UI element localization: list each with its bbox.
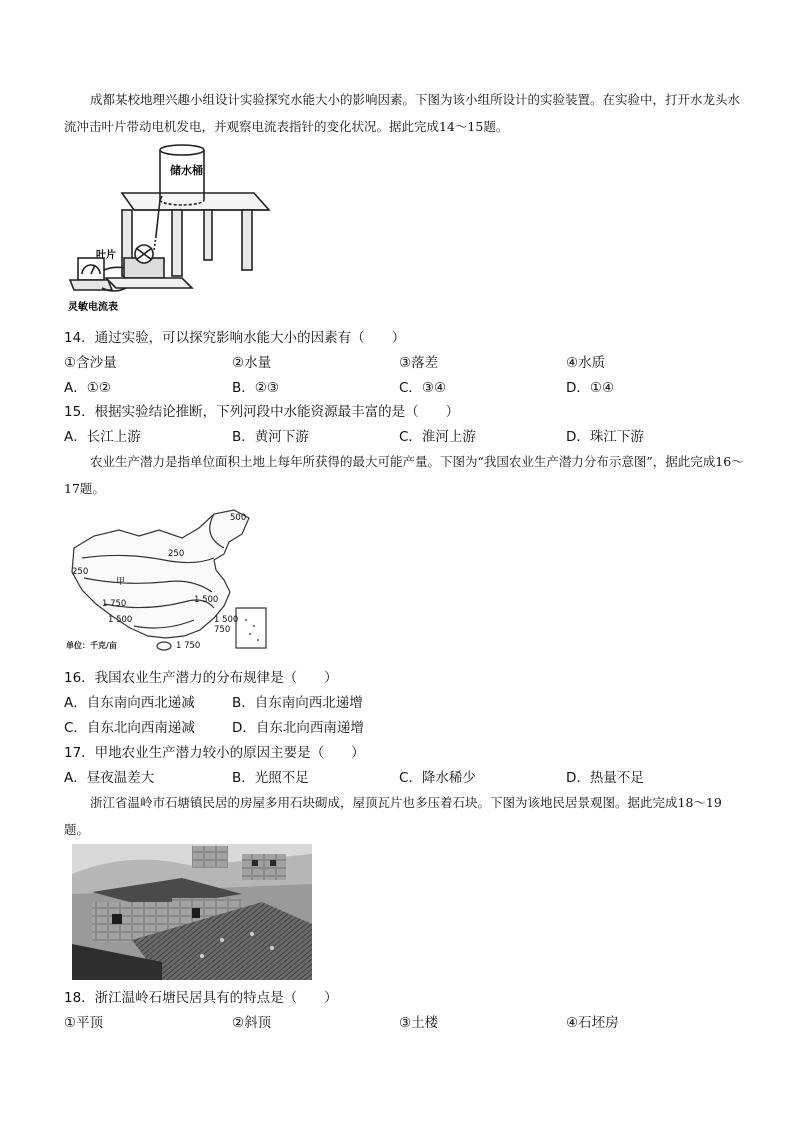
- contour-label-9: 1 750: [176, 641, 201, 651]
- contour-label-2: 250: [168, 549, 185, 559]
- contour-label-5: 1 500: [214, 615, 239, 625]
- q18-item-3: ③土楼: [399, 1015, 439, 1031]
- china-agri-potential-map: [64, 508, 274, 654]
- contour-label-1: 500: [230, 513, 247, 523]
- q17-choice-b[interactable]: B．光照不足: [232, 770, 309, 786]
- ammeter-label: 灵敏电流表: [68, 302, 118, 313]
- q18-item-2: ②斜顶: [232, 1015, 272, 1031]
- q16-choice-d[interactable]: D．自东北向西南递增: [232, 720, 364, 736]
- q14-choice-c[interactable]: C．③④: [399, 380, 447, 396]
- question-15-stem: 15．根据实验结论推断，下列河段中水能资源最丰富的是（ ）: [64, 404, 460, 420]
- q15-choice-c[interactable]: C．淮河上游: [399, 429, 476, 445]
- question-18-stem: 18．浙江温岭石塘民居具有的特点是（ ）: [64, 990, 338, 1006]
- blade-label: 叶片: [96, 250, 116, 261]
- q15-choice-a[interactable]: A．长江上游: [64, 429, 141, 445]
- intro-paragraph-3: 浙江省温岭市石塘镇民居的房屋多用石块砌成，屋顶瓦片也多压着石块。下图为该地民居景观图。据此完成18～19题。: [64, 795, 722, 837]
- map-unit-label: 单位：千克/亩: [66, 641, 117, 650]
- q17-choice-c[interactable]: C．降水稀少: [399, 770, 476, 786]
- q16-choice-a[interactable]: A．自东南向西北递减: [64, 695, 195, 711]
- q14-item-1: ①含沙量: [64, 355, 117, 371]
- q14-item-4: ④水质: [566, 355, 606, 371]
- q14-choice-d[interactable]: D．①④: [566, 380, 615, 396]
- q14-item-3: ③落差: [399, 355, 439, 371]
- region-jia-label: 甲: [116, 577, 126, 587]
- tank-label: 储水桶: [170, 164, 203, 177]
- contour-label-7: 1 500: [108, 615, 133, 625]
- q15-choice-b[interactable]: B．黄河下游: [232, 429, 309, 445]
- q14-choice-a[interactable]: A．①②: [64, 380, 111, 396]
- q18-item-4: ④石坯房: [566, 1015, 619, 1031]
- q14-choice-b[interactable]: B．②③: [232, 380, 279, 396]
- q17-choice-a[interactable]: A．昼夜温差大: [64, 770, 155, 786]
- experiment-apparatus-figure: [64, 138, 274, 318]
- question-16-stem: 16．我国农业生产潜力的分布规律是（ ）: [64, 670, 338, 686]
- question-14-stem: 14．通过实验，可以探究影响水能大小的因素有（ ）: [64, 330, 406, 346]
- contour-label-4: 1 500: [194, 595, 219, 605]
- contour-label-8: 1 750: [102, 599, 127, 609]
- q16-choice-b[interactable]: B．自东南向西北递增: [232, 695, 363, 711]
- q14-item-2: ②水量: [232, 355, 272, 371]
- intro-paragraph-2: 农业生产潜力是指单位面积土地上每年所获得的最大可能产量。下图为“我国农业生产潜力分布示意图”，据此完成16～17题。: [64, 454, 744, 496]
- question-17-stem: 17．甲地农业生产潜力较小的原因主要是（ ）: [64, 745, 365, 761]
- intro-paragraph-1: 成都某校地理兴趣小组设计实验探究水能大小的影响因素。下图为该小组所设计的实验装置。在实验中，打开水龙头水流冲击叶片带动电机发电，并观察电流表指针的变化状况。据此完成14～15题。: [64, 92, 741, 134]
- contour-label-3: 250: [72, 567, 89, 577]
- q16-choice-c[interactable]: C．自东北向西南递减: [64, 720, 195, 736]
- q17-choice-d[interactable]: D．热量不足: [566, 770, 644, 786]
- contour-label-6: 750: [214, 625, 231, 635]
- q18-item-1: ①平顶: [64, 1015, 104, 1031]
- stone-dwelling-photo: [72, 844, 312, 980]
- q15-choice-d[interactable]: D．珠江下游: [566, 429, 644, 445]
